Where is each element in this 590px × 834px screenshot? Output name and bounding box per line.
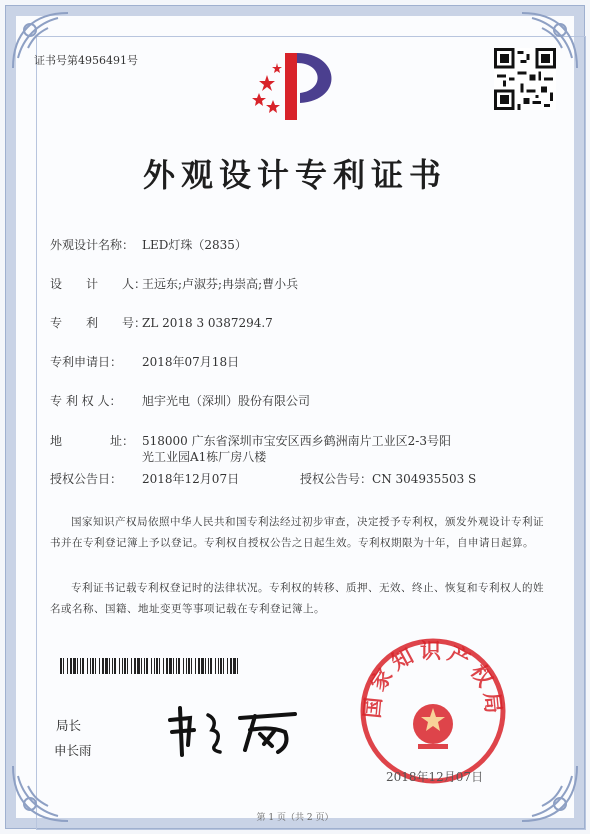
field-label: 专 利 权 人： [50, 394, 122, 408]
field-label: 设 计 人： [50, 277, 147, 291]
grant-number-row [300, 470, 476, 487]
address-value-line1: 518000 广东省深圳市宝安区西乡鹤洲南片工业区2-3号阳 [142, 434, 451, 448]
designers-value: 王远东;卢淑芬;冉崇高;曹小兵 [142, 277, 299, 291]
director-name: 申长雨 [54, 743, 92, 758]
field-label: 外观设计名称： [50, 238, 135, 252]
grant-date-value: 2018年12月07日 [142, 472, 240, 486]
certificate-number: 证书号第4956491号 [34, 54, 138, 67]
seal-text: 国家知识产权局 [359, 638, 507, 720]
barcode-icon [60, 658, 240, 674]
legal-paragraph-1: 国家知识产权局依照中华人民共和国专利法经过初步审查，决定授予专利权，颁发外观设计专利证书并在专利登记簿上予以登记。专利权自授权公告之日起生效。专利权期限为十年，自申请日起算。 [50, 516, 544, 549]
grant-number-value: CN 304935503 S [372, 472, 477, 486]
director-signature [160, 700, 310, 760]
page-info: 第 1 页（共 2 页） [256, 813, 334, 823]
address-value-line2: 光工业园A1栋厂房八楼 [142, 450, 267, 464]
patentee-row [50, 392, 310, 409]
design-name-row [50, 236, 247, 253]
filing-date-value: 2018年07月18日 [142, 355, 240, 369]
field-label: 专利申请日： [50, 355, 123, 369]
field-label: 专 利 号： [50, 316, 147, 330]
cnipa-emblem-icon [245, 45, 355, 125]
designers-row [50, 275, 298, 292]
address-row [50, 432, 451, 449]
patentee-value: 旭宇光电（深圳）股份有限公司 [142, 394, 311, 408]
field-label: 地 址： [50, 434, 135, 448]
qr-code-icon [494, 48, 556, 110]
field-label: 授权公告日： [50, 472, 123, 486]
director-title: 局长 [56, 718, 82, 733]
design-name-value: LED灯珠（2835） [142, 238, 247, 252]
certificate-title: 外观设计专利证书 [142, 156, 447, 194]
field-label: 授权公告号： [300, 472, 373, 486]
patent-number-value: ZL 2018 3 0387294.7 [142, 316, 273, 330]
official-seal [358, 636, 508, 786]
patent-number-row [50, 314, 273, 331]
seal-date: 2018年12月07日 [386, 770, 484, 784]
filing-date-row [50, 353, 239, 370]
legal-paragraph-2: 专利证书记载专利权登记时的法律状况。专利权的转移、质押、无效、终止、恢复和专利权人的姓名或名称、国籍、地址变更等事项记载在专利登记簿上。 [50, 582, 544, 615]
grant-date-row [50, 470, 239, 487]
